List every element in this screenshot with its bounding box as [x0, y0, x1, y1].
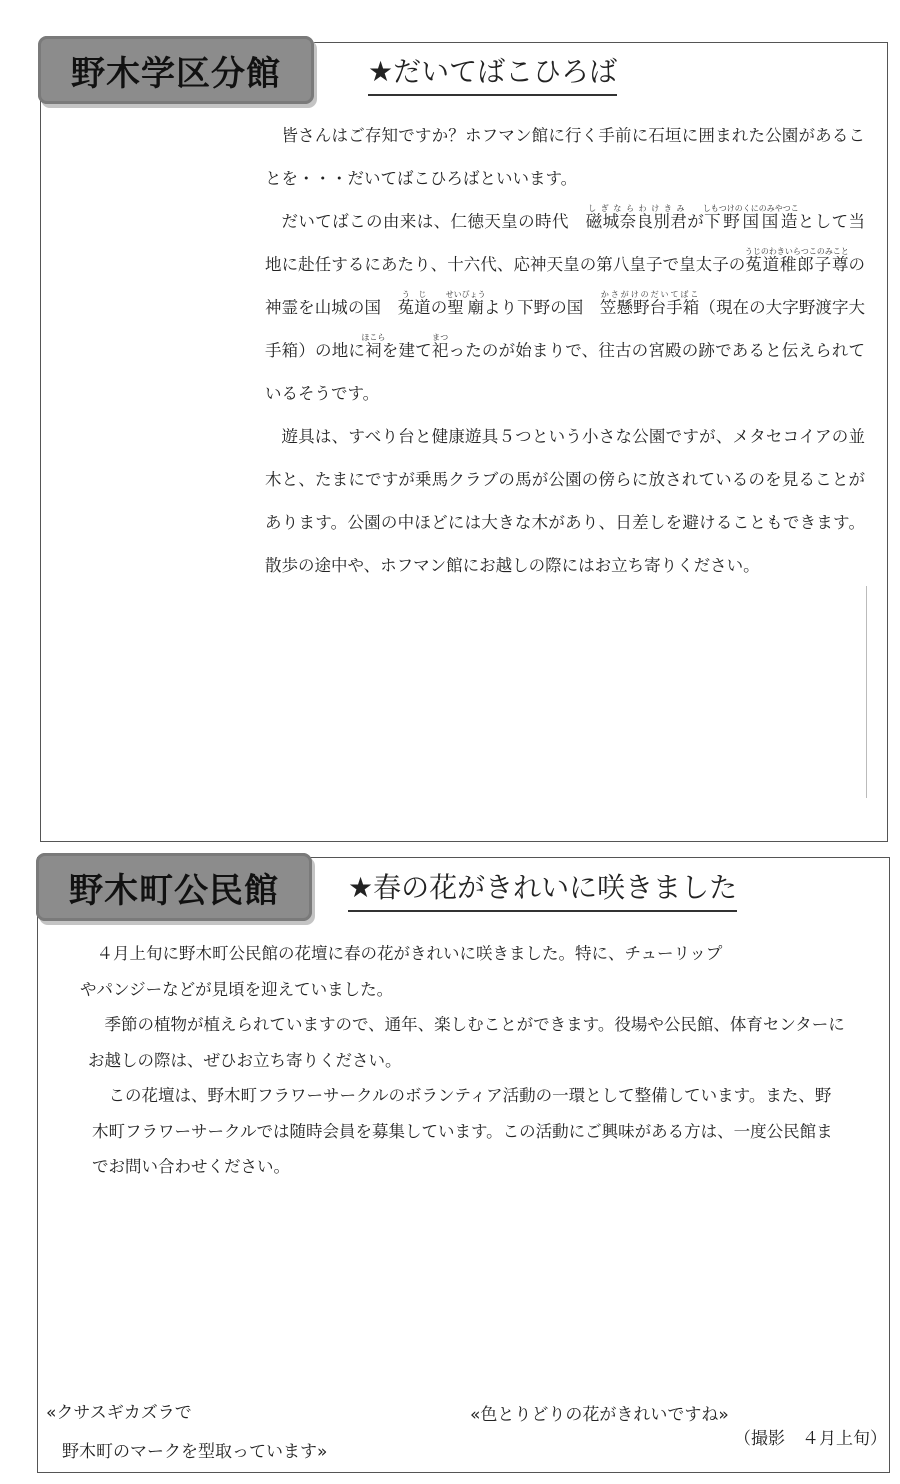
section1-paragraph-1: 皆さんはご存知ですか？ホフマン館に行く手前に石垣に囲まれた公園があることを・・・だいてばこひろばといいます。	[265, 126, 865, 188]
section2-headline: ★春の花がきれいに咲きました	[348, 866, 737, 912]
photo-credit: （撮影 ４月上旬）	[734, 1429, 887, 1449]
section2-paragraph-2: 季節の植物が植えられていますので、通年、楽しむことができます。役場や公民館、体育センターにお越しの際は、ぜひお立ち寄りください。	[88, 1015, 845, 1070]
section1-body	[265, 114, 865, 587]
section1-paragraph-3: 遊具は、すべり台と健康遊具５つという小さな公園ですが、メタセコイアの並木と、たまにですが乗馬クラブの馬が公園の傍らに放されているのを見ることがあります。公園の中ほどには大きな木があり、日差しを避けることもできます。散歩の途中や、ホフマン館にお越しの際にはお立ち寄りください。	[265, 427, 865, 575]
section1-tab-label: 野木学区分館	[38, 36, 314, 104]
section1-divider	[866, 586, 867, 798]
photo-caption-right: «色とりどりの花がきれいですね»	[470, 1405, 729, 1425]
photo-caption-left-line2: 野木町のマークを型取っています»	[62, 1442, 328, 1462]
section1-paragraph-2: だいてばこの由来は、仁徳天皇の時代 磁城奈良別君しぎならわけきみが下野国国造しもつけのくにのみやつことして当地に赴任するにあたり、十六代、応神天皇の第八皇子で皇太子の菟道稚郎子尊うじのわきいらつこのみことの神霊を山城の国 菟道うじの聖廟せいびょうより下野の国 笠懸野台手箱かさがけのだいてばこ（現在の大字野渡字大手箱）の地に祠ほこらを建て祀まつったのが始まりで、往古の宮殿の跡であると伝えられているそうです。	[265, 204, 866, 403]
section2-body	[80, 936, 850, 1185]
section1-headline: ★だいてばこひろば	[368, 50, 617, 96]
section2-paragraph-3: この花壇は、野木町フラワーサークルのボランティア活動の一環として整備しています。また、野木町フラワーサークルでは随時会員を募集しています。この活動にご興味がある方は、一度公民館までお問い合わせください。	[92, 1086, 833, 1176]
section2-paragraph-1: ４月上旬に野木町公民館の花壇に春の花がきれいに咲きました。特に、チューリップやパンジーなどが見頃を迎えていました。	[80, 944, 723, 999]
section2-tab-label: 野木町公民館	[36, 853, 312, 921]
photo-caption-left-line1: «クサスギカズラで	[46, 1403, 192, 1423]
